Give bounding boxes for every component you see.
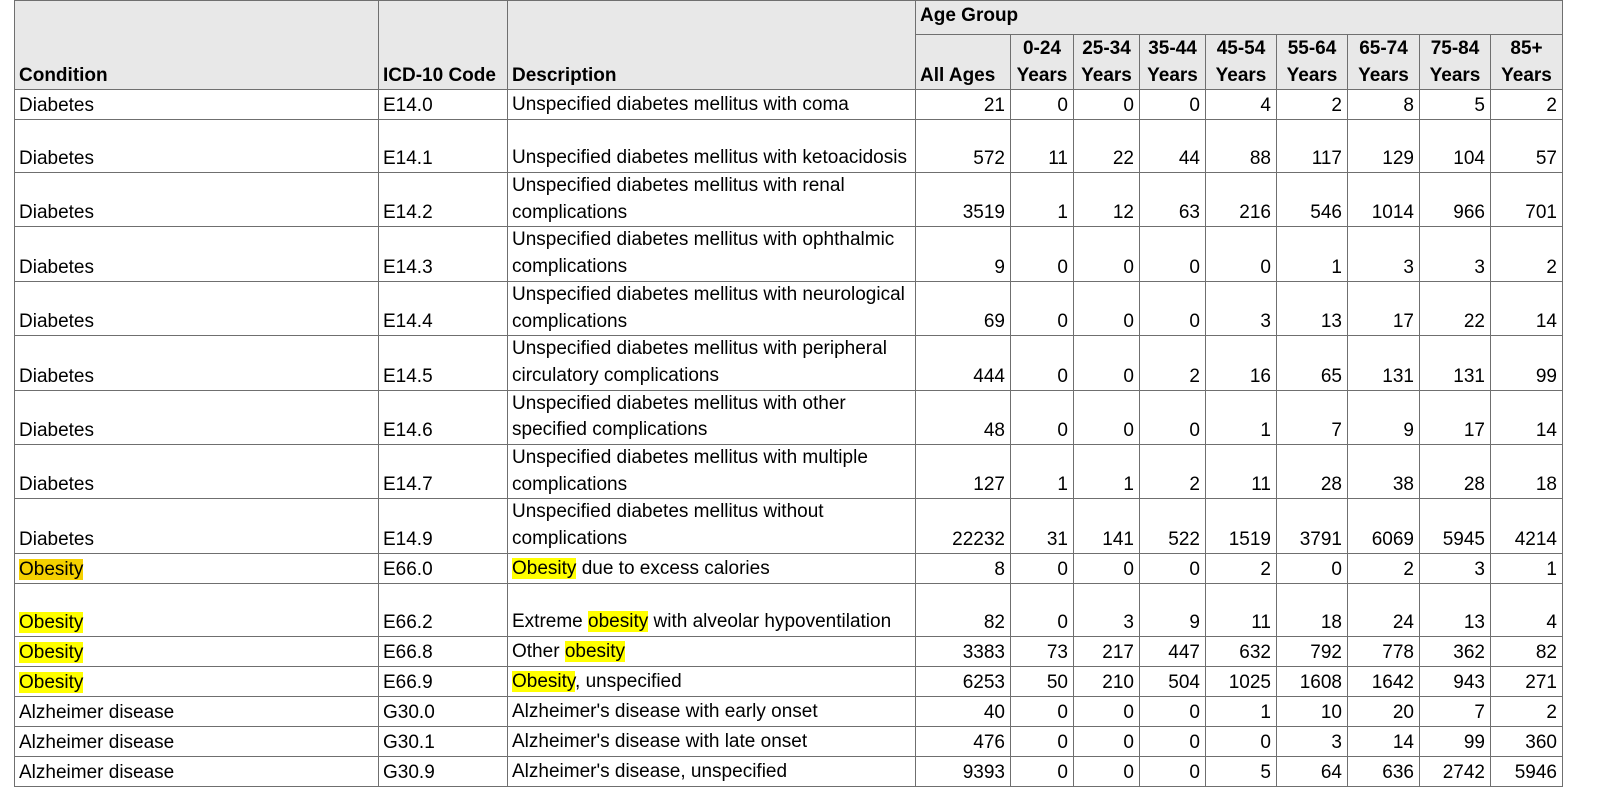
cell-age-value[interactable]: 64 (1277, 756, 1348, 786)
cell-all-ages[interactable]: 9393 (916, 756, 1011, 786)
cell-age-value[interactable]: 0 (1206, 726, 1277, 756)
description-text: , unspecified (575, 671, 682, 693)
cell-condition[interactable] (15, 756, 379, 786)
cell-all-ages[interactable]: 9 (916, 227, 1011, 281)
spreadsheet-grid (14, 0, 1563, 787)
header-icd-code[interactable]: ICD-10 Code (379, 1, 508, 90)
cell-description[interactable] (508, 666, 916, 696)
cell-age-value[interactable]: 0 (1074, 336, 1140, 390)
cell-age-value[interactable]: 8 (1348, 90, 1420, 120)
table-row (15, 499, 1563, 553)
cell-age-value[interactable]: 0 (1011, 390, 1074, 444)
cell-age-value[interactable]: 2 (1140, 336, 1206, 390)
header-all-ages[interactable]: All Ages (916, 35, 1011, 90)
cell-age-value[interactable]: 0 (1011, 583, 1074, 636)
cell-age-value[interactable]: 3 (1420, 227, 1491, 281)
cell-condition[interactable] (15, 173, 379, 227)
cell-age-value[interactable]: 1519 (1206, 499, 1277, 553)
cell-age-value[interactable]: 0 (1140, 756, 1206, 786)
cell-all-ages[interactable]: 82 (916, 583, 1011, 636)
cell-description[interactable] (508, 726, 916, 756)
table-row (15, 726, 1563, 756)
cell-age-value[interactable]: 14 (1491, 281, 1563, 335)
cell-all-ages[interactable]: 21 (916, 90, 1011, 120)
table-row (15, 227, 1563, 281)
cell-age-value[interactable]: 1642 (1348, 666, 1420, 696)
cell-condition[interactable] (15, 553, 379, 583)
search-match-highlight: Obesity (512, 558, 577, 580)
cell-age-value[interactable]: 0 (1140, 90, 1206, 120)
cell-icd-code[interactable]: G30.0 (379, 696, 508, 726)
description-text: Unspecified diabetes mellitus with neurological complications (512, 283, 905, 332)
cell-age-value[interactable]: 24 (1348, 583, 1420, 636)
cell-condition[interactable] (15, 227, 379, 281)
description-text: Unspecified diabetes mellitus without complications (512, 501, 824, 550)
cell-age-value[interactable]: 1 (1011, 445, 1074, 499)
data-table (14, 0, 1563, 787)
cell-description[interactable] (508, 336, 916, 390)
cell-age-value[interactable]: 99 (1491, 336, 1563, 390)
cell-age-value[interactable]: 14 (1491, 390, 1563, 444)
cell-age-value[interactable]: 3791 (1277, 499, 1348, 553)
cell-age-value[interactable]: 0 (1140, 227, 1206, 281)
cell-condition[interactable] (15, 281, 379, 335)
condition-text: Diabetes (19, 420, 94, 442)
cell-age-value[interactable]: 362 (1420, 636, 1491, 666)
cell-age-value[interactable]: 28 (1277, 445, 1348, 499)
cell-age-value[interactable]: 0 (1011, 227, 1074, 281)
condition-text: Diabetes (19, 256, 94, 278)
cell-description[interactable] (508, 445, 916, 499)
cell-condition[interactable] (15, 499, 379, 553)
cell-description[interactable] (508, 636, 916, 666)
cell-age-value[interactable]: 1 (1491, 553, 1563, 583)
cell-age-value[interactable]: 0 (1074, 281, 1140, 335)
description-text: with alveolar hypoventilation (648, 611, 892, 633)
cell-icd-code[interactable]: E14.1 (379, 120, 508, 173)
cell-age-value[interactable]: 18 (1491, 445, 1563, 499)
cell-description[interactable] (508, 281, 916, 335)
cell-age-value[interactable]: 0 (1140, 553, 1206, 583)
header-age-band[interactable]: 75-84 Years (1420, 35, 1491, 90)
cell-age-value[interactable]: 38 (1348, 445, 1420, 499)
table-row (15, 553, 1563, 583)
cell-age-value[interactable]: 50 (1011, 666, 1074, 696)
cell-icd-code[interactable]: E66.8 (379, 636, 508, 666)
cell-icd-code[interactable]: E14.4 (379, 281, 508, 335)
cell-age-value[interactable]: 0 (1277, 553, 1348, 583)
cell-age-value[interactable]: 11 (1206, 583, 1277, 636)
cell-age-value[interactable]: 0 (1011, 281, 1074, 335)
cell-age-value[interactable]: 11 (1011, 120, 1074, 173)
cell-age-value[interactable]: 88 (1206, 120, 1277, 173)
cell-condition[interactable] (15, 636, 379, 666)
cell-age-value[interactable]: 3 (1420, 553, 1491, 583)
cell-description[interactable] (508, 227, 916, 281)
search-match-highlight: Obesity (512, 671, 576, 693)
table-row (15, 696, 1563, 726)
cell-icd-code[interactable]: E66.0 (379, 553, 508, 583)
cell-age-value[interactable]: 632 (1206, 636, 1277, 666)
cell-age-value[interactable]: 9 (1348, 390, 1420, 444)
table-row (15, 756, 1563, 786)
cell-age-value[interactable]: 10 (1277, 696, 1348, 726)
description-text: Unspecified diabetes mellitus with ketoacidosis (512, 147, 907, 169)
cell-age-value[interactable]: 44 (1140, 120, 1206, 173)
cell-age-value[interactable]: 5945 (1420, 499, 1491, 553)
cell-age-value[interactable]: 2 (1491, 696, 1563, 726)
cell-age-value[interactable]: 18 (1277, 583, 1348, 636)
header-age-band[interactable]: 0-24 Years (1011, 35, 1074, 90)
cell-age-value[interactable]: 2742 (1420, 756, 1491, 786)
cell-age-value[interactable]: 12 (1074, 173, 1140, 227)
cell-all-ages[interactable]: 476 (916, 726, 1011, 756)
condition-text: Diabetes (19, 474, 94, 496)
cell-description[interactable] (508, 499, 916, 553)
cell-age-value[interactable]: 546 (1277, 173, 1348, 227)
condition-text: Obesity (19, 558, 84, 580)
cell-age-value[interactable]: 7 (1420, 696, 1491, 726)
cell-age-value[interactable]: 0 (1140, 696, 1206, 726)
cell-age-value[interactable]: 778 (1348, 636, 1420, 666)
cell-age-value[interactable]: 20 (1348, 696, 1420, 726)
cell-age-value[interactable]: 0 (1011, 336, 1074, 390)
header-age-band[interactable]: 85+ Years (1491, 35, 1563, 90)
cell-age-value[interactable]: 2 (1348, 553, 1420, 583)
cell-age-value[interactable]: 3 (1074, 583, 1140, 636)
table-row (15, 281, 1563, 335)
cell-description[interactable] (508, 390, 916, 444)
cell-icd-code[interactable]: G30.9 (379, 756, 508, 786)
condition-text: Obesity (19, 671, 84, 693)
description-text: Unspecified diabetes mellitus with ophthalmic complications (512, 229, 895, 278)
search-match-highlight: obesity (564, 641, 626, 663)
cell-all-ages[interactable]: 22232 (916, 499, 1011, 553)
cell-condition[interactable] (15, 445, 379, 499)
cell-age-value[interactable]: 0 (1074, 756, 1140, 786)
cell-age-value[interactable]: 2 (1140, 445, 1206, 499)
cell-description[interactable] (508, 120, 916, 173)
cell-age-value[interactable]: 0 (1011, 90, 1074, 120)
cell-age-value[interactable]: 129 (1348, 120, 1420, 173)
cell-age-value[interactable]: 1 (1206, 696, 1277, 726)
condition-text: Alzheimer disease (19, 731, 175, 753)
cell-age-value[interactable]: 17 (1420, 390, 1491, 444)
cell-icd-code[interactable]: E14.0 (379, 90, 508, 120)
cell-condition[interactable] (15, 666, 379, 696)
cell-age-value[interactable]: 0 (1206, 227, 1277, 281)
cell-age-value[interactable]: 16 (1206, 336, 1277, 390)
description-text: Extreme (512, 611, 589, 633)
cell-age-value[interactable]: 31 (1011, 499, 1074, 553)
cell-age-value[interactable]: 1 (1074, 445, 1140, 499)
cell-age-value[interactable]: 11 (1206, 445, 1277, 499)
cell-age-value[interactable]: 141 (1074, 499, 1140, 553)
cell-age-value[interactable]: 1025 (1206, 666, 1277, 696)
description-text: Unspecified diabetes mellitus with coma (512, 94, 849, 116)
cell-description[interactable] (508, 90, 916, 120)
condition-text: Diabetes (19, 311, 94, 333)
cell-age-value[interactable]: 104 (1420, 120, 1491, 173)
cell-age-value[interactable]: 1608 (1277, 666, 1348, 696)
cell-all-ages[interactable]: 69 (916, 281, 1011, 335)
cell-age-value[interactable]: 0 (1140, 281, 1206, 335)
cell-age-value[interactable]: 504 (1140, 666, 1206, 696)
table-row (15, 336, 1563, 390)
cell-all-ages[interactable]: 3383 (916, 636, 1011, 666)
cell-age-value[interactable]: 0 (1074, 696, 1140, 726)
cell-icd-code[interactable]: E14.5 (379, 336, 508, 390)
cell-age-value[interactable]: 0 (1140, 390, 1206, 444)
cell-condition[interactable] (15, 120, 379, 173)
cell-age-value[interactable]: 99 (1420, 726, 1491, 756)
header-age-band[interactable]: 25-34 Years (1074, 35, 1140, 90)
cell-icd-code[interactable]: E14.3 (379, 227, 508, 281)
cell-age-value[interactable]: 0 (1074, 390, 1140, 444)
cell-age-value[interactable]: 271 (1491, 666, 1563, 696)
cell-age-value[interactable]: 14 (1348, 726, 1420, 756)
cell-all-ages[interactable]: 444 (916, 336, 1011, 390)
description-text: due to excess calories (576, 558, 770, 580)
cell-icd-code[interactable]: E14.2 (379, 173, 508, 227)
description-text: Alzheimer's disease, unspecified (512, 761, 788, 783)
cell-description[interactable] (508, 553, 916, 583)
condition-text: Diabetes (19, 365, 94, 387)
cell-age-value[interactable]: 1 (1206, 390, 1277, 444)
table-row (15, 636, 1563, 666)
table-row (15, 666, 1563, 696)
cell-age-value[interactable]: 447 (1140, 636, 1206, 666)
condition-text: Diabetes (19, 148, 94, 169)
cell-all-ages[interactable]: 40 (916, 696, 1011, 726)
cell-age-value[interactable]: 0 (1074, 553, 1140, 583)
cell-age-value[interactable]: 0 (1074, 90, 1140, 120)
cell-age-value[interactable]: 13 (1420, 583, 1491, 636)
cell-icd-code[interactable]: E14.6 (379, 390, 508, 444)
table-body (15, 90, 1563, 787)
table-row (15, 90, 1563, 120)
cell-icd-code[interactable]: E14.7 (379, 445, 508, 499)
table-row (15, 445, 1563, 499)
cell-age-value[interactable]: 5 (1206, 756, 1277, 786)
cell-condition[interactable] (15, 90, 379, 120)
cell-age-value[interactable]: 4 (1206, 90, 1277, 120)
cell-age-value[interactable]: 0 (1011, 726, 1074, 756)
table-row (15, 120, 1563, 173)
cell-age-value[interactable]: 4 (1491, 583, 1563, 636)
condition-text: Diabetes (19, 202, 94, 224)
cell-age-value[interactable]: 73 (1011, 636, 1074, 666)
cell-age-value[interactable]: 3 (1277, 726, 1348, 756)
cell-age-value[interactable]: 216 (1206, 173, 1277, 227)
cell-age-value[interactable]: 1 (1277, 227, 1348, 281)
cell-condition[interactable] (15, 696, 379, 726)
cell-icd-code[interactable]: G30.1 (379, 726, 508, 756)
cell-age-value[interactable]: 360 (1491, 726, 1563, 756)
cell-age-value[interactable]: 701 (1491, 173, 1563, 227)
cell-icd-code[interactable]: E14.9 (379, 499, 508, 553)
cell-age-value[interactable]: 1 (1011, 173, 1074, 227)
cell-age-value[interactable]: 6069 (1348, 499, 1420, 553)
description-text: Unspecified diabetes mellitus with other specified complications (512, 392, 846, 441)
cell-age-value[interactable]: 28 (1420, 445, 1491, 499)
description-text: Unspecified diabetes mellitus with renal complications (512, 175, 845, 223)
cell-age-value[interactable]: 9 (1140, 583, 1206, 636)
cell-age-value[interactable]: 0 (1011, 756, 1074, 786)
cell-age-value[interactable]: 2 (1491, 227, 1563, 281)
condition-text: Alzheimer disease (19, 701, 175, 723)
cell-condition[interactable] (15, 726, 379, 756)
cell-age-value[interactable]: 0 (1011, 553, 1074, 583)
cell-age-value[interactable]: 0 (1074, 227, 1140, 281)
cell-condition[interactable] (15, 583, 379, 636)
condition-text: Alzheimer disease (19, 761, 175, 783)
cell-age-value[interactable]: 3 (1206, 281, 1277, 335)
cell-age-value[interactable]: 4214 (1491, 499, 1563, 553)
header-condition[interactable]: Condition (15, 1, 379, 90)
cell-all-ages[interactable]: 8 (916, 553, 1011, 583)
cell-all-ages[interactable]: 48 (916, 390, 1011, 444)
cell-description[interactable] (508, 696, 916, 726)
description-text: Other (512, 641, 565, 663)
header-age-group[interactable]: Age Group (916, 1, 1563, 35)
description-text: Alzheimer's disease with late onset (512, 731, 808, 753)
cell-age-value[interactable]: 0 (1140, 726, 1206, 756)
table-header (15, 1, 1563, 90)
cell-condition[interactable] (15, 336, 379, 390)
cell-age-value[interactable]: 65 (1277, 336, 1348, 390)
cell-all-ages[interactable]: 572 (916, 120, 1011, 173)
cell-all-ages[interactable]: 127 (916, 445, 1011, 499)
cell-age-value[interactable]: 3 (1348, 227, 1420, 281)
cell-age-value[interactable]: 13 (1277, 281, 1348, 335)
search-match-highlight: obesity (588, 611, 649, 633)
header-age-band[interactable]: 55-64 Years (1277, 35, 1348, 90)
cell-age-value[interactable]: 0 (1074, 726, 1140, 756)
cell-age-value[interactable]: 117 (1277, 120, 1348, 173)
cell-age-value[interactable]: 2 (1491, 90, 1563, 120)
header-age-band[interactable]: 45-54 Years (1206, 35, 1277, 90)
cell-age-value[interactable]: 0 (1011, 696, 1074, 726)
cell-age-value[interactable]: 22 (1420, 281, 1491, 335)
cell-age-value[interactable]: 17 (1348, 281, 1420, 335)
description-text: Unspecified diabetes mellitus with multiple complications (512, 447, 868, 495)
cell-age-value[interactable]: 63 (1140, 173, 1206, 227)
cell-all-ages[interactable]: 6253 (916, 666, 1011, 696)
table-row (15, 173, 1563, 227)
cell-age-value[interactable]: 7 (1277, 390, 1348, 444)
cell-age-value[interactable]: 131 (1420, 336, 1491, 390)
condition-text: Obesity (19, 641, 84, 663)
cell-age-value[interactable]: 5946 (1491, 756, 1563, 786)
cell-age-value[interactable]: 943 (1420, 666, 1491, 696)
cell-age-value[interactable]: 82 (1491, 636, 1563, 666)
cell-all-ages[interactable]: 3519 (916, 173, 1011, 227)
cell-icd-code[interactable]: E66.9 (379, 666, 508, 696)
description-text: Unspecified diabetes mellitus with peripheral circulatory complications (512, 338, 887, 386)
description-text: Alzheimer's disease with early onset (512, 701, 818, 723)
cell-age-value[interactable]: 2 (1277, 90, 1348, 120)
cell-age-value[interactable]: 217 (1074, 636, 1140, 666)
cell-age-value[interactable]: 636 (1348, 756, 1420, 786)
cell-age-value[interactable]: 131 (1348, 336, 1420, 390)
condition-text: Obesity (19, 611, 84, 633)
header-age-band[interactable]: 65-74 Years (1348, 35, 1420, 90)
cell-age-value[interactable]: 792 (1277, 636, 1348, 666)
cell-description[interactable] (508, 756, 916, 786)
cell-age-value[interactable]: 1014 (1348, 173, 1420, 227)
table-row (15, 583, 1563, 636)
cell-age-value[interactable]: 210 (1074, 666, 1140, 696)
cell-age-value[interactable]: 5 (1420, 90, 1491, 120)
header-age-band[interactable]: 35-44 Years (1140, 35, 1206, 90)
table-row (15, 390, 1563, 444)
cell-condition[interactable] (15, 390, 379, 444)
cell-age-value[interactable]: 522 (1140, 499, 1206, 553)
cell-icd-code[interactable]: E66.2 (379, 583, 508, 636)
cell-description[interactable] (508, 173, 916, 227)
header-description[interactable]: Description (508, 1, 916, 90)
condition-text: Diabetes (19, 528, 94, 550)
cell-age-value[interactable]: 22 (1074, 120, 1140, 173)
cell-description[interactable] (508, 583, 916, 636)
cell-age-value[interactable]: 966 (1420, 173, 1491, 227)
condition-text: Diabetes (19, 95, 94, 116)
cell-age-value[interactable]: 2 (1206, 553, 1277, 583)
cell-age-value[interactable]: 57 (1491, 120, 1563, 173)
